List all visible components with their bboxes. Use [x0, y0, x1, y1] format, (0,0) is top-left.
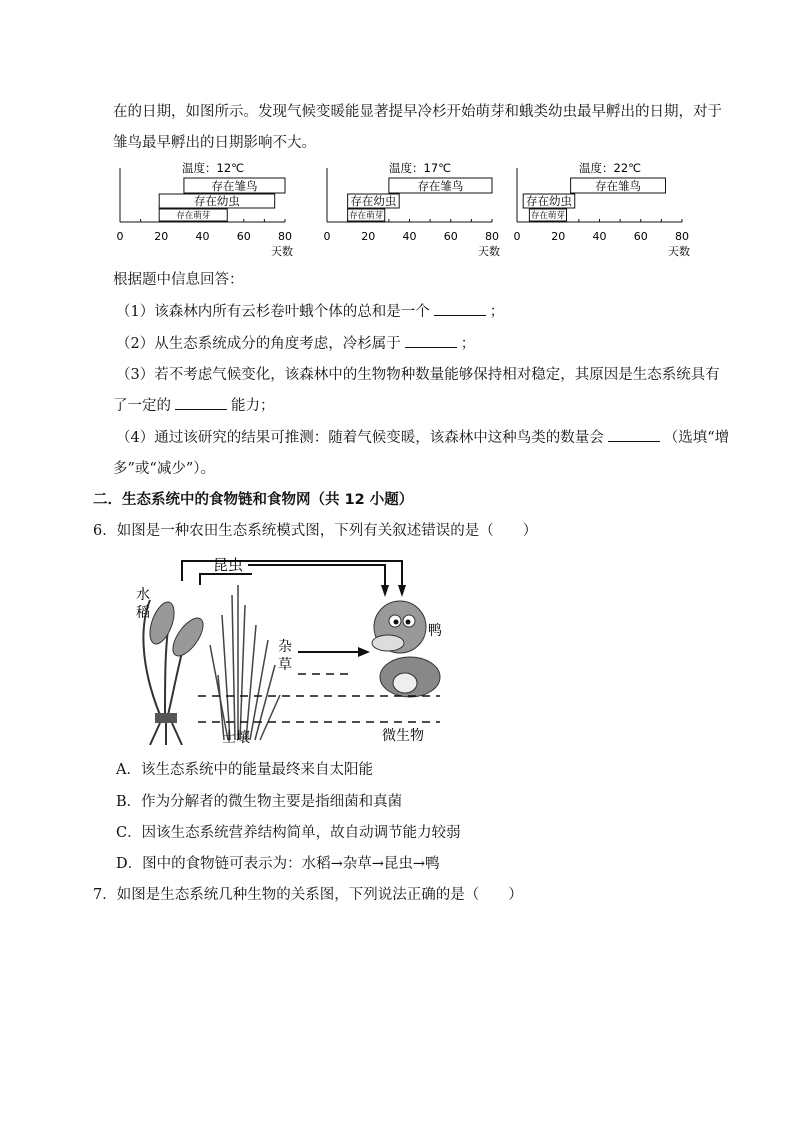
x-tick-label: 0 — [513, 230, 521, 243]
x-tick-label: 60 — [236, 230, 251, 243]
question-7-stem: 7．如图是生态系统几种生物的关系图，下列说法正确的是（ ） — [93, 887, 523, 903]
question-6-stem: 6．如图是一种农田生态系统模式图，下列有关叙述错误的是（ ） — [93, 523, 538, 539]
intro-line-2: 雏鸟最早孵出的日期影响不大。 — [113, 135, 316, 151]
x-tick-label: 80 — [278, 230, 292, 243]
chart-title: 温度：22℃ — [579, 161, 642, 175]
option-d[interactable]: D．图中的食物链可表示为：水稻→杂草→昆虫→鸭 — [116, 856, 440, 872]
bar-label: 存在雏鸟 — [595, 179, 642, 193]
x-tick-label: 80 — [485, 230, 499, 243]
intro-line-1: 在的日期，如图所示。发现气候变暖能显著提早冷杉开始萌芽和蛾类幼虫最早孵出的日期，对于 — [113, 104, 722, 120]
x-tick-label: 20 — [361, 230, 376, 243]
question-4-line-1: （4）通过该研究的结果可推测：随着气候变暖，该森林中这种鸟类的数量会 （选填“增 — [116, 426, 729, 447]
label-weed-2: 草 — [278, 657, 292, 673]
section-title: 二．生态系统中的食物链和食物网（共 12 小题） — [93, 492, 414, 508]
rice-plant-icon — [143, 599, 208, 745]
question-2: （2）从生态系统成分的角度考虑，冷杉属于 ； — [116, 332, 475, 353]
label-rice-2: 稻 — [136, 605, 150, 621]
option-a[interactable]: A．该生态系统中的能量最终来自太阳能 — [116, 762, 373, 778]
answer-lead: 根据题中信息回答： — [113, 272, 244, 288]
blank-4[interactable] — [608, 427, 660, 442]
label-rice-1: 水 — [136, 587, 150, 603]
bar-label: 存在萌芽 — [349, 211, 384, 221]
blank-3[interactable] — [175, 395, 227, 410]
chart-title: 温度：12℃ — [182, 161, 245, 175]
label-microbe: 微生物 — [382, 728, 424, 744]
chart-12c — [108, 158, 308, 263]
x-tick-label: 0 — [116, 230, 124, 243]
label-weed-1: 杂 — [278, 639, 292, 655]
option-c[interactable]: C．因该生态系统营养结构简单，故自动调节能力较弱 — [116, 825, 461, 841]
x-tick-label: 80 — [675, 230, 689, 243]
duck-icon — [372, 601, 440, 697]
chart-22c — [505, 158, 705, 263]
arrow-head-2 — [398, 585, 406, 597]
question-3-line-2: 了一定的 能力； — [113, 394, 275, 415]
blank-2[interactable] — [405, 333, 457, 348]
x-tick-label: 60 — [443, 230, 458, 243]
label-insect: 昆虫 — [213, 556, 244, 574]
x-axis-label: 天数 — [668, 245, 690, 258]
question-3-line-1: （3）若不考虑气候变化，该森林中的生物物种数量能够保持相对稳定，其原因是生态系统具有 — [116, 367, 720, 383]
x-tick-label: 20 — [154, 230, 169, 243]
x-tick-label: 40 — [402, 230, 417, 243]
farm-ecosystem-diagram — [110, 545, 450, 745]
arrow-head-1 — [381, 585, 389, 597]
bar-label: 存在幼虫 — [525, 194, 572, 208]
x-tick-label: 20 — [551, 230, 566, 243]
bar-label: 存在萌芽 — [176, 211, 211, 221]
x-tick-label: 0 — [323, 230, 331, 243]
bar-label: 存在幼虫 — [350, 194, 397, 208]
weed-icon — [210, 585, 280, 740]
bar-label: 存在雏鸟 — [211, 179, 258, 193]
chart-title: 温度：17℃ — [389, 161, 452, 175]
bar-label: 存在萌芽 — [530, 211, 565, 221]
option-b[interactable]: B．作为分解者的微生物主要是指细菌和真菌 — [116, 794, 403, 810]
x-tick-label: 40 — [592, 230, 607, 243]
x-axis-label: 天数 — [271, 245, 293, 258]
x-tick-label: 40 — [195, 230, 210, 243]
bar-label: 存在幼虫 — [193, 194, 240, 208]
question-4-line-2: 多”或“减少”）。 — [113, 461, 215, 477]
chart-17c — [315, 158, 515, 263]
x-tick-label: 60 — [633, 230, 648, 243]
label-duck: 鸭 — [428, 623, 442, 639]
question-1: （1）该森林内所有云杉卷叶蛾个体的总和是一个 ； — [116, 300, 504, 321]
blank-1[interactable] — [434, 301, 486, 316]
label-soil: 土壤 — [222, 730, 250, 745]
arrow-head-3 — [358, 647, 370, 657]
x-axis-label: 天数 — [478, 245, 500, 258]
bar-label: 存在雏鸟 — [417, 179, 464, 193]
